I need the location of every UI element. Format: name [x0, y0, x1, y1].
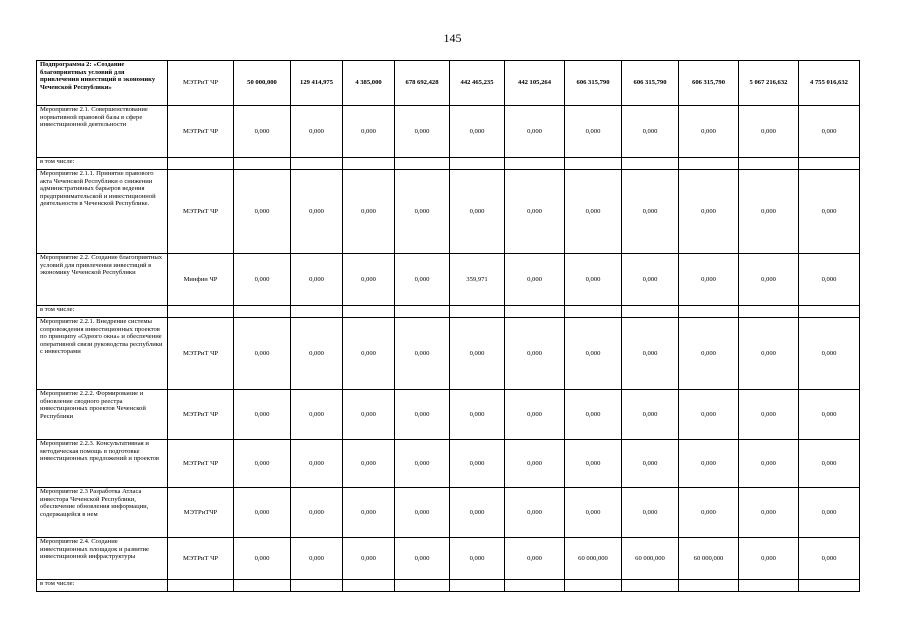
value-cell: 606 315,790: [565, 61, 622, 106]
executor-cell: МЭТРиТ ЧР: [168, 170, 234, 254]
value-cell: [343, 306, 395, 318]
value-cell: 0,000: [395, 318, 450, 390]
value-cell: 0,000: [450, 538, 505, 580]
row-name-cell: Мероприятие 2.1. Совершенствование нормативной правовой базы в сфере инвестиционной деятельности: [37, 106, 168, 158]
value-cell: [679, 306, 739, 318]
value-cell: 442 105,264: [505, 61, 565, 106]
value-cell: 0,000: [679, 170, 739, 254]
value-cell: 0,000: [739, 440, 799, 488]
table-row: [37, 390, 860, 440]
row-name-cell: Подпрограмма 2: «Создание благоприятных условий для привлечения инвестиций в экономику Чеченской Республики»: [37, 61, 168, 106]
value-cell: 0,000: [799, 254, 860, 306]
value-cell: 0,000: [565, 170, 622, 254]
value-cell: 0,000: [291, 488, 343, 538]
value-cell: [343, 580, 395, 592]
value-cell: 0,000: [505, 170, 565, 254]
value-cell: 0,000: [799, 538, 860, 580]
value-cell: 0,000: [799, 318, 860, 390]
value-cell: [799, 306, 860, 318]
value-cell: 0,000: [622, 170, 679, 254]
table-row: [37, 318, 860, 390]
value-cell: 0,000: [291, 390, 343, 440]
value-cell: 0,000: [291, 106, 343, 158]
row-name-cell: Мероприятие 2.2.3. Консультативная и методическая помощь в подготовке инвестиционных предложений и проектов: [37, 440, 168, 488]
value-cell: [450, 580, 505, 592]
value-cell: [505, 306, 565, 318]
value-cell: 0,000: [450, 440, 505, 488]
row-name-cell: в том числе:: [37, 580, 168, 592]
value-cell: 60 000,000: [622, 538, 679, 580]
executor-cell: МЭТРиТЧР: [168, 488, 234, 538]
value-cell: [291, 158, 343, 170]
row-name-cell: Мероприятие 2.2. Создание благоприятных условий для привлечения инвестиций в экономику Чеченской Республики: [37, 254, 168, 306]
value-cell: [679, 580, 739, 592]
value-cell: [799, 580, 860, 592]
value-cell: [234, 158, 291, 170]
value-cell: 0,000: [739, 390, 799, 440]
value-cell: 0,000: [395, 170, 450, 254]
value-cell: 0,000: [505, 488, 565, 538]
value-cell: 0,000: [343, 488, 395, 538]
value-cell: 0,000: [679, 390, 739, 440]
value-cell: [234, 580, 291, 592]
executor-cell: [168, 158, 234, 170]
executor-cell: МЭТРиТ ЧР: [168, 318, 234, 390]
budget-table: [36, 60, 860, 592]
value-cell: [234, 306, 291, 318]
value-cell: 0,000: [395, 538, 450, 580]
table-row: [37, 440, 860, 488]
value-cell: 0,000: [565, 106, 622, 158]
value-cell: [622, 158, 679, 170]
value-cell: 0,000: [739, 106, 799, 158]
row-name-cell: в том числе:: [37, 158, 168, 170]
value-cell: 359,971: [450, 254, 505, 306]
table-row: [37, 488, 860, 538]
table-row: [37, 538, 860, 580]
value-cell: [679, 158, 739, 170]
value-cell: 0,000: [343, 318, 395, 390]
value-cell: 0,000: [505, 318, 565, 390]
value-cell: [505, 158, 565, 170]
value-cell: 0,000: [505, 390, 565, 440]
executor-cell: Минфин ЧР: [168, 254, 234, 306]
value-cell: 0,000: [565, 488, 622, 538]
value-cell: 0,000: [291, 538, 343, 580]
page-number: 145: [443, 31, 462, 45]
value-cell: [395, 580, 450, 592]
value-cell: 0,000: [343, 440, 395, 488]
value-cell: 0,000: [622, 440, 679, 488]
value-cell: 0,000: [799, 440, 860, 488]
row-name-cell: Мероприятие 2.4. Создание инвестиционных площадок и развитие инвестиционной инфраструктуры: [37, 538, 168, 580]
table-row: [37, 61, 860, 106]
value-cell: 0,000: [565, 390, 622, 440]
value-cell: 0,000: [739, 254, 799, 306]
value-cell: 0,000: [505, 440, 565, 488]
value-cell: 5 067 216,632: [739, 61, 799, 106]
value-cell: 0,000: [234, 254, 291, 306]
value-cell: 0,000: [234, 488, 291, 538]
value-cell: 0,000: [799, 106, 860, 158]
table-row: [37, 106, 860, 158]
value-cell: 0,000: [739, 170, 799, 254]
value-cell: [565, 580, 622, 592]
value-cell: 0,000: [679, 488, 739, 538]
table-row: [37, 580, 860, 592]
value-cell: [622, 580, 679, 592]
value-cell: [622, 306, 679, 318]
value-cell: 0,000: [679, 106, 739, 158]
value-cell: 0,000: [739, 318, 799, 390]
value-cell: [343, 158, 395, 170]
value-cell: 0,000: [291, 440, 343, 488]
value-cell: 0,000: [622, 106, 679, 158]
value-cell: 0,000: [343, 254, 395, 306]
value-cell: 0,000: [565, 254, 622, 306]
value-cell: [291, 306, 343, 318]
value-cell: [395, 306, 450, 318]
row-name-cell: Мероприятие 2.2.2. Формирование и обновление сводного реестра инвестиционных проектов Чеченской Республики: [37, 390, 168, 440]
value-cell: 0,000: [395, 390, 450, 440]
executor-cell: МЭТРиТ ЧР: [168, 61, 234, 106]
row-name-cell: Мероприятие 2.1.1. Принятие правового акта Чеченской Республики о снижении административных барьеров ведения предпринимательской и инвестиционной деятельности в Чеченской Республике.: [37, 170, 168, 254]
value-cell: 0,000: [291, 170, 343, 254]
value-cell: 0,000: [799, 170, 860, 254]
value-cell: 0,000: [622, 390, 679, 440]
value-cell: 0,000: [450, 170, 505, 254]
value-cell: 0,000: [234, 106, 291, 158]
value-cell: 0,000: [234, 318, 291, 390]
value-cell: 0,000: [565, 440, 622, 488]
value-cell: 0,000: [291, 254, 343, 306]
value-cell: 4 755 016,632: [799, 61, 860, 106]
executor-cell: МЭТРиТ ЧР: [168, 440, 234, 488]
value-cell: [565, 158, 622, 170]
value-cell: 0,000: [505, 254, 565, 306]
value-cell: 0,000: [234, 170, 291, 254]
value-cell: 0,000: [622, 318, 679, 390]
row-name-cell: Мероприятие 2.2.1. Внедрение системы сопровождения инвестиционных проектов по принципу «Одного окна» и обеспечение оперативной связи руководства республики с инвесторами: [37, 318, 168, 390]
value-cell: 0,000: [679, 318, 739, 390]
value-cell: [799, 158, 860, 170]
value-cell: [450, 158, 505, 170]
value-cell: 0,000: [565, 318, 622, 390]
value-cell: 0,000: [799, 390, 860, 440]
value-cell: 0,000: [395, 254, 450, 306]
row-name-cell: Мероприятие 2.3 Разработка Атласа инвестора Чеченской Республики, обеспечение обновления информации, содержащейся в нем: [37, 488, 168, 538]
value-cell: 0,000: [739, 538, 799, 580]
value-cell: 0,000: [343, 538, 395, 580]
value-cell: 0,000: [505, 538, 565, 580]
executor-cell: [168, 306, 234, 318]
value-cell: 0,000: [450, 106, 505, 158]
value-cell: [450, 306, 505, 318]
table-row: [37, 158, 860, 170]
value-cell: 129 414,975: [291, 61, 343, 106]
value-cell: 0,000: [234, 440, 291, 488]
value-cell: 0,000: [450, 390, 505, 440]
value-cell: 0,000: [679, 254, 739, 306]
value-cell: 0,000: [450, 318, 505, 390]
value-cell: 606 315,790: [679, 61, 739, 106]
value-cell: 0,000: [395, 106, 450, 158]
executor-cell: МЭТРиТ ЧР: [168, 538, 234, 580]
value-cell: [739, 158, 799, 170]
value-cell: 0,000: [622, 254, 679, 306]
value-cell: [505, 580, 565, 592]
value-cell: 0,000: [395, 440, 450, 488]
value-cell: 0,000: [799, 488, 860, 538]
value-cell: 0,000: [291, 318, 343, 390]
table-row: [37, 254, 860, 306]
value-cell: 0,000: [622, 488, 679, 538]
value-cell: 442 465,235: [450, 61, 505, 106]
value-cell: [291, 580, 343, 592]
value-cell: 0,000: [505, 106, 565, 158]
value-cell: 0,000: [234, 390, 291, 440]
value-cell: 0,000: [343, 170, 395, 254]
value-cell: 60 000,000: [679, 538, 739, 580]
row-name-cell: в том числе:: [37, 306, 168, 318]
value-cell: 606 315,790: [622, 61, 679, 106]
value-cell: 4 385,000: [343, 61, 395, 106]
value-cell: 0,000: [395, 488, 450, 538]
executor-cell: МЭТРиТ ЧР: [168, 390, 234, 440]
value-cell: [739, 306, 799, 318]
value-cell: 0,000: [450, 488, 505, 538]
value-cell: [395, 158, 450, 170]
value-cell: 0,000: [679, 440, 739, 488]
value-cell: [739, 580, 799, 592]
value-cell: 678 692,428: [395, 61, 450, 106]
value-cell: [565, 306, 622, 318]
table-row: [37, 170, 860, 254]
executor-cell: [168, 580, 234, 592]
value-cell: 0,000: [343, 106, 395, 158]
executor-cell: МЭТРиТ ЧР: [168, 106, 234, 158]
value-cell: 0,000: [234, 538, 291, 580]
table-row: [37, 306, 860, 318]
value-cell: 0,000: [739, 488, 799, 538]
value-cell: 0,000: [343, 390, 395, 440]
value-cell: 50 000,000: [234, 61, 291, 106]
value-cell: 60 000,000: [565, 538, 622, 580]
